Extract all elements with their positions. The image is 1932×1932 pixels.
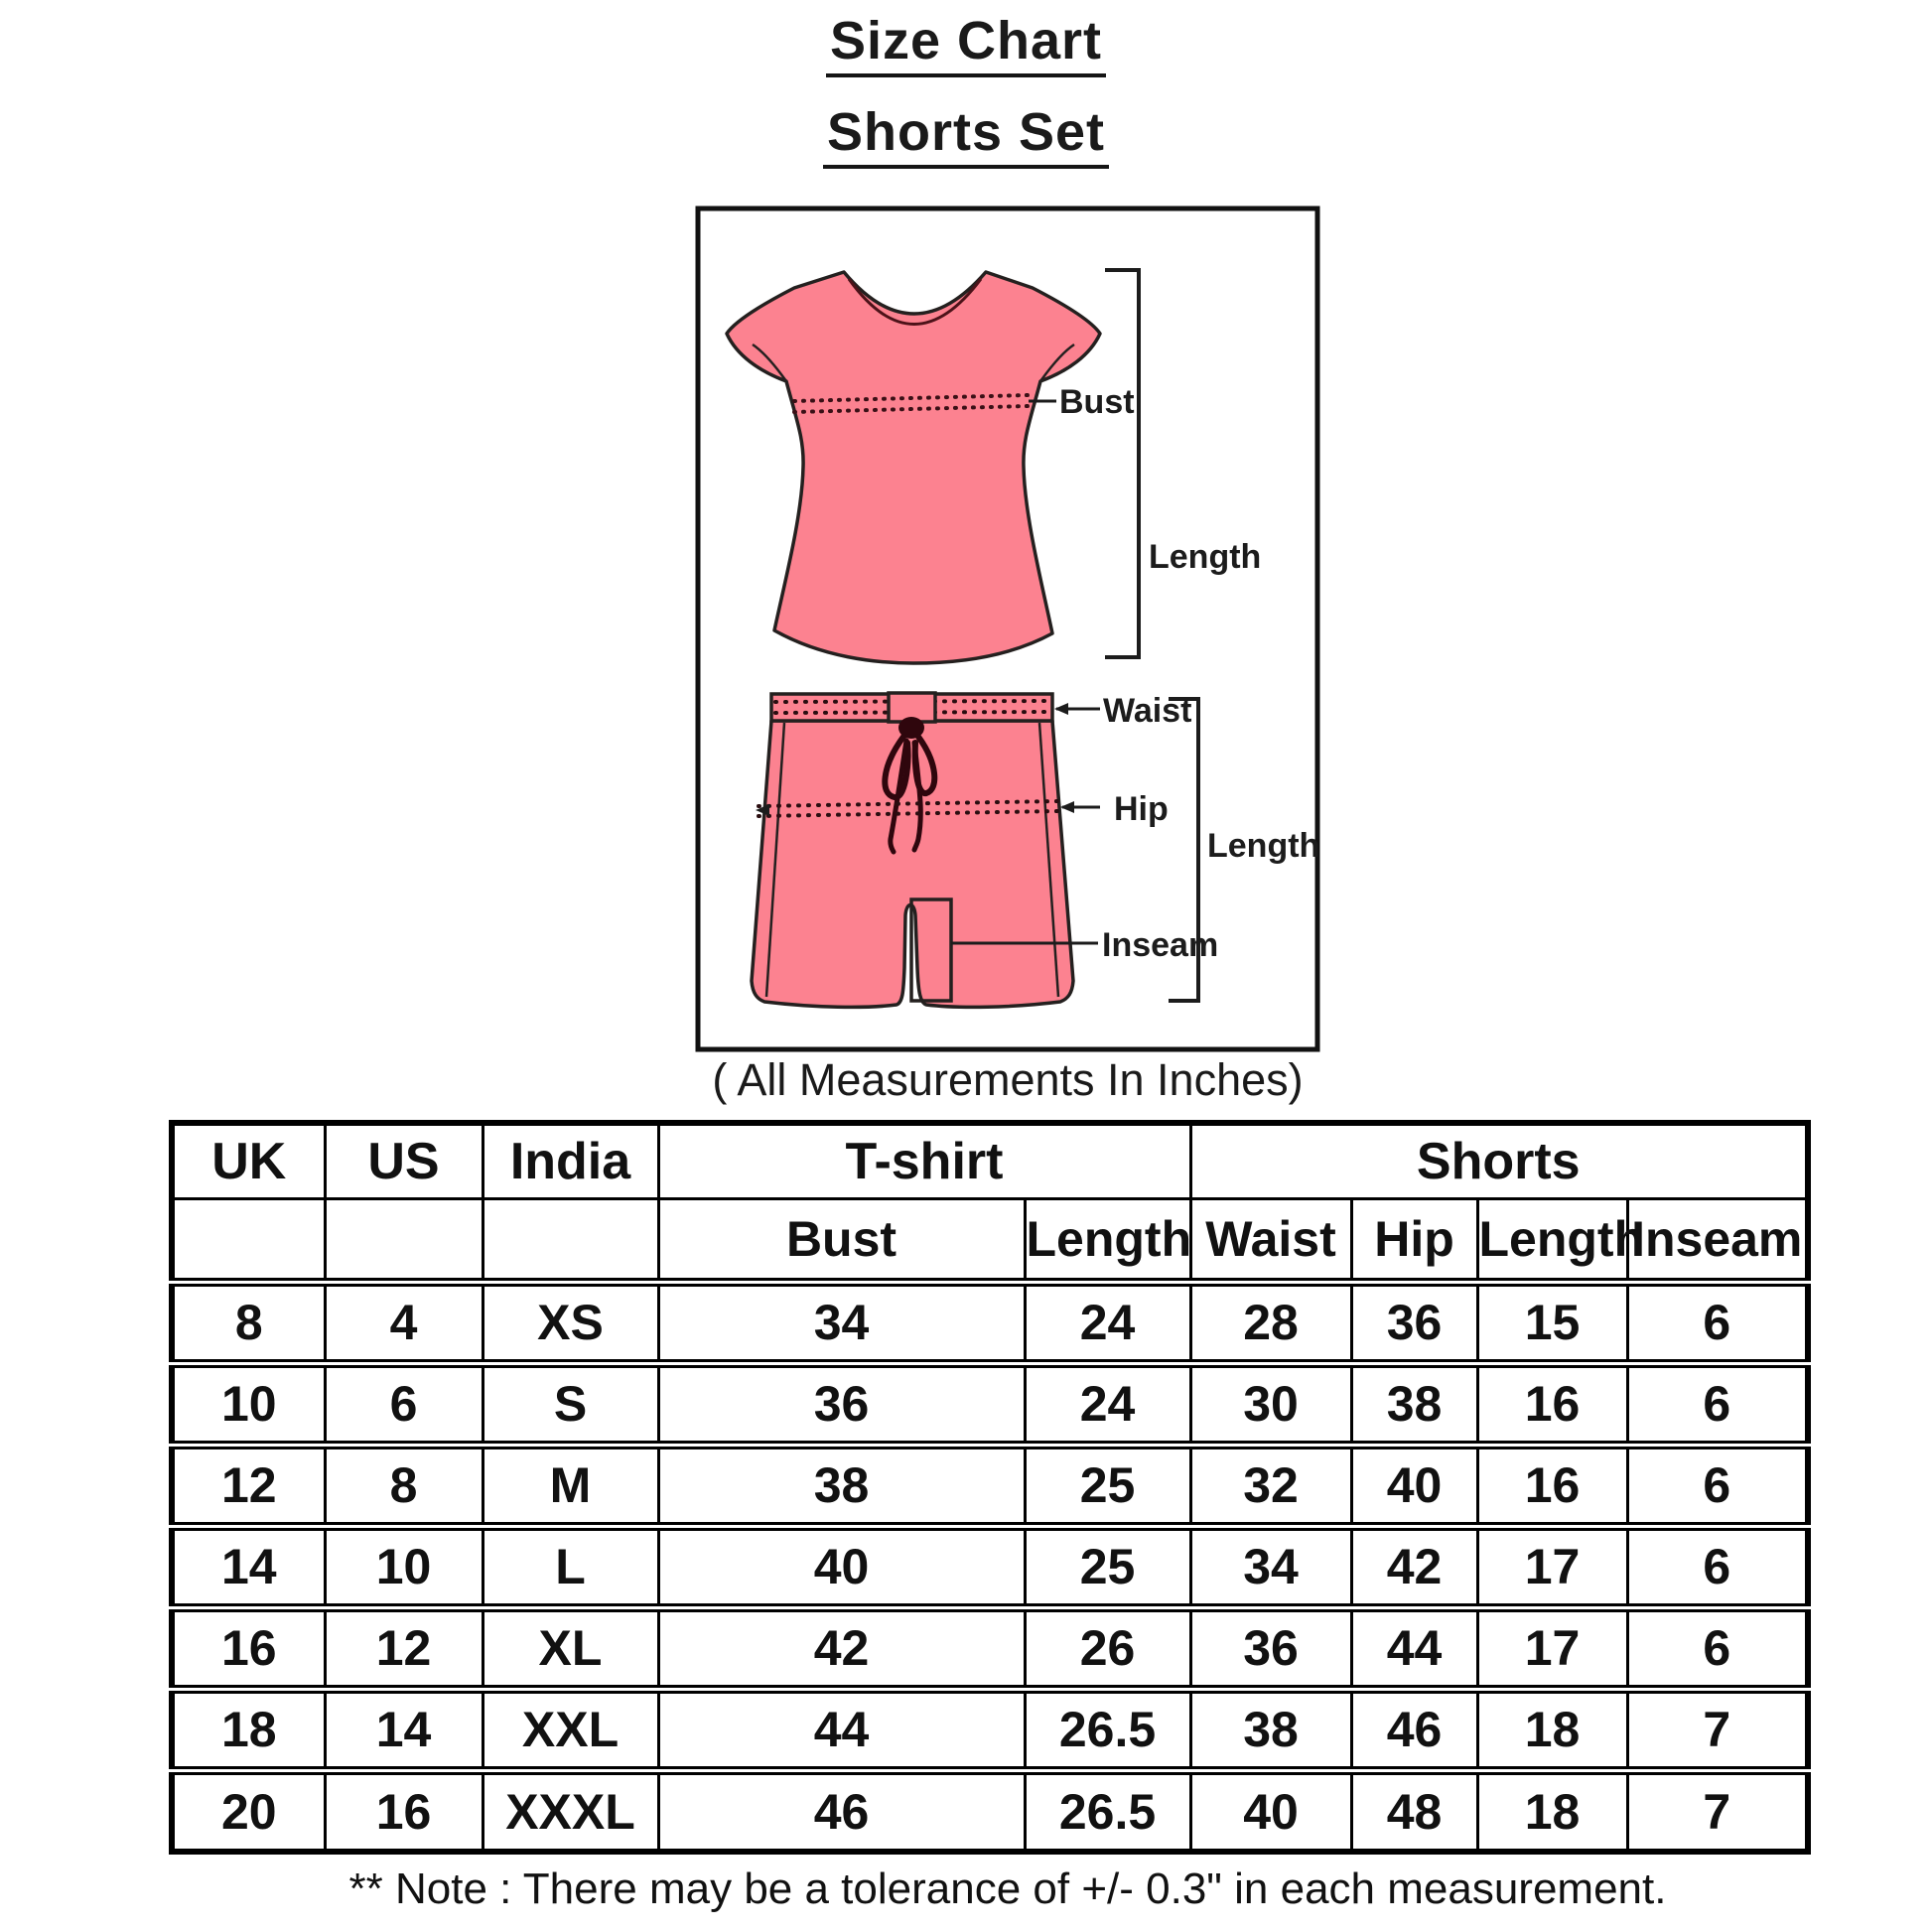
subheader-empty [172, 1198, 325, 1282]
table-cell: 12 [172, 1445, 325, 1526]
table-cell: 36 [1190, 1607, 1351, 1689]
table-cell: 44 [1351, 1607, 1477, 1689]
subheader-inseam: Inseam [1627, 1198, 1808, 1282]
subheader-bust: Bust [658, 1198, 1025, 1282]
table-row [172, 1363, 1808, 1445]
table-cell: XS [483, 1282, 658, 1363]
garment-measurement-diagram [695, 206, 1320, 1052]
table-row [172, 1607, 1808, 1689]
table-cell: 40 [1190, 1770, 1351, 1852]
table-cell: M [483, 1445, 658, 1526]
table-cell: 38 [1351, 1363, 1477, 1445]
table-cell: 18 [172, 1689, 325, 1770]
tolerance-note: ** Note : There may be a tolerance of +/- 0.3" in each measurement. [348, 1864, 1667, 1913]
table-cell: XL [483, 1607, 658, 1689]
table-cell: 6 [1627, 1526, 1808, 1607]
col-header-shorts: Shorts [1190, 1123, 1808, 1198]
table-cell: 17 [1477, 1526, 1627, 1607]
table-cell: 6 [1627, 1363, 1808, 1445]
table-cell: 7 [1627, 1770, 1808, 1852]
table-cell: 25 [1025, 1445, 1190, 1526]
subheader-hip: Hip [1351, 1198, 1477, 1282]
hip-arrow-right [1060, 801, 1074, 813]
tshirt-length-bracket [1105, 270, 1139, 657]
table-cell: 46 [658, 1770, 1025, 1852]
table-cell: 6 [1627, 1282, 1808, 1363]
table-row [172, 1526, 1808, 1607]
table-cell: 6 [1627, 1445, 1808, 1526]
subheader-waist: Waist [1190, 1198, 1351, 1282]
table-cell: 8 [325, 1445, 483, 1526]
subheader-tshirt-length: Length [1025, 1198, 1190, 1282]
table-cell: 30 [1190, 1363, 1351, 1445]
page-subtitle: Shorts Set [823, 101, 1109, 169]
waist-label: Waist [1103, 692, 1192, 730]
bust-label: Bust [1059, 383, 1135, 421]
table-cell: 32 [1190, 1445, 1351, 1526]
hip-label: Hip [1114, 790, 1169, 828]
table-cell: 48 [1351, 1770, 1477, 1852]
col-header-us: US [325, 1123, 483, 1198]
table-cell: 25 [1025, 1526, 1190, 1607]
table-cell: 20 [172, 1770, 325, 1852]
table-cell: 40 [658, 1526, 1025, 1607]
table-cell: 26.5 [1025, 1770, 1190, 1852]
table-cell: XXL [483, 1689, 658, 1770]
table-cell: 26 [1025, 1607, 1190, 1689]
table-row [172, 1770, 1808, 1852]
table-cell: 24 [1025, 1282, 1190, 1363]
table-cell: 40 [1351, 1445, 1477, 1526]
table-cell: 6 [1627, 1607, 1808, 1689]
table-cell: 38 [1190, 1689, 1351, 1770]
tshirt-graphic [727, 270, 1261, 663]
tshirt-length-label: Length [1149, 538, 1262, 576]
table-cell: 36 [658, 1363, 1025, 1445]
table-cell: 17 [1477, 1607, 1627, 1689]
table-cell: 18 [1477, 1770, 1627, 1852]
subheader-shorts-length: Length [1477, 1198, 1627, 1282]
table-cell: L [483, 1526, 658, 1607]
table-row [172, 1689, 1808, 1770]
table-cell: 38 [658, 1445, 1025, 1526]
inseam-label: Inseam [1102, 926, 1219, 964]
table-cell: 42 [658, 1607, 1025, 1689]
table-cell: 24 [1025, 1363, 1190, 1445]
table-cell: 10 [325, 1526, 483, 1607]
table-subheader-row [172, 1198, 1808, 1282]
table-cell: S [483, 1363, 658, 1445]
table-row [172, 1282, 1808, 1363]
shorts-graphic [752, 692, 1319, 1007]
table-cell: 12 [325, 1607, 483, 1689]
col-header-uk: UK [172, 1123, 325, 1198]
table-cell: 4 [325, 1282, 483, 1363]
table-cell: 14 [325, 1689, 483, 1770]
table-row [172, 1445, 1808, 1526]
table-cell: 34 [1190, 1526, 1351, 1607]
table-cell: 26.5 [1025, 1689, 1190, 1770]
shorts-length-label: Length [1207, 827, 1320, 865]
table-cell: 16 [1477, 1363, 1627, 1445]
table-cell: 18 [1477, 1689, 1627, 1770]
table-cell: XXXL [483, 1770, 658, 1852]
subtitle-row [0, 101, 1932, 169]
table-cell: 7 [1627, 1689, 1808, 1770]
table-cell: 44 [658, 1689, 1025, 1770]
subheader-empty [325, 1198, 483, 1282]
table-cell: 10 [172, 1363, 325, 1445]
table-cell: 8 [172, 1282, 325, 1363]
col-header-tshirt: T-shirt [658, 1123, 1190, 1198]
waist-arrow [1054, 703, 1068, 715]
table-cell: 28 [1190, 1282, 1351, 1363]
table-cell: 36 [1351, 1282, 1477, 1363]
size-table [169, 1120, 1811, 1855]
table-cell: 42 [1351, 1526, 1477, 1607]
table-cell: 16 [1477, 1445, 1627, 1526]
table-header-group-row [172, 1123, 1808, 1198]
page-title: Size Chart [826, 10, 1106, 77]
table-cell: 6 [325, 1363, 483, 1445]
tshirt-body [727, 272, 1100, 663]
table-cell: 15 [1477, 1282, 1627, 1363]
table-cell: 16 [325, 1770, 483, 1852]
col-header-india: India [483, 1123, 658, 1198]
table-cell: 16 [172, 1607, 325, 1689]
table-cell: 34 [658, 1282, 1025, 1363]
table-cell: 46 [1351, 1689, 1477, 1770]
title-row [0, 10, 1932, 77]
measurements-caption: ( All Measurements In Inches) [712, 1054, 1304, 1105]
subheader-empty [483, 1198, 658, 1282]
table-cell: 14 [172, 1526, 325, 1607]
